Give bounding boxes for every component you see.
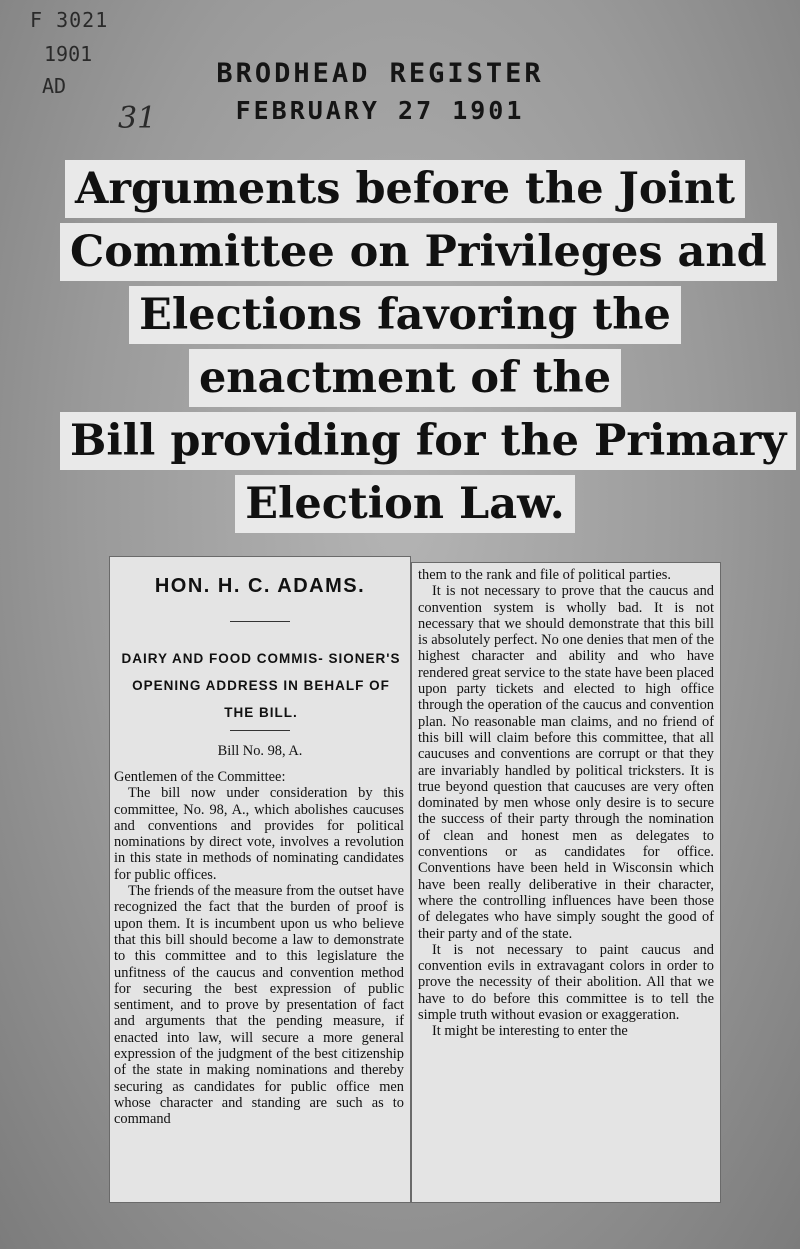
headline-line: Bill providing for the Primary — [60, 412, 796, 470]
divider — [230, 730, 290, 731]
margin-note-catalog: F 3021 — [30, 8, 109, 32]
article-body-left — [114, 769, 404, 1128]
headline-line: enactment of the — [189, 349, 621, 407]
article-byline: HON. H. C. ADAMS. — [154, 575, 366, 597]
bill-number: Bill No. 98, A. — [217, 743, 303, 759]
paragraph: It might be interesting to enter the — [432, 1023, 628, 1040]
newspaper-date: FEBRUARY 27 1901 — [235, 96, 525, 125]
newspaper-name: BRODHEAD REGISTER — [216, 58, 544, 89]
paragraph: them to the rank and file of political parties. — [418, 567, 671, 583]
article-body-right — [418, 567, 714, 1040]
headline — [60, 160, 787, 538]
margin-note-page: 31 — [118, 101, 157, 136]
paragraph: It is not necessary to prove that the caucus and convention system is wholly bad. It is not necessary that we should demonstrate that this bill is absolutely perfect. No one denies that men of the highest character and ability and who have rendered great service to the state have been placed upon party tickets and elected to high office through the operation of the caucus and convention plan. No reasonable man claims, and no friend of this bill will claim before this committee, that all caucuses and conventions are corrupt or that they are invariably handled by political tricksters. It is true beyond question that caucuses are very often dominated by men whose only desire is to secure the success of their party through the nomination of clean and honest men as delegates to conventions or as candidates for office. Conventions have been held in Wisconsin which have been really deliberative in their character, where the controlling influences have been those of delegates who have simply sought the good of their party and of the state. — [418, 583, 714, 942]
margin-note-code: AD — [42, 74, 67, 98]
paragraph: The bill now under consideration by this committee, No. 98, A., which abolishes caucuses and conventions and provides for political nominations by direct vote, involves a revolution in this state in methods of nominating candidates for public offices. — [114, 785, 404, 883]
article-subhead: DAIRY AND FOOD COMMIS- SIONER'S OPENING ADDRESS IN BEHALF OF THE BILL. — [121, 651, 401, 720]
headline-line: Arguments before the Joint — [65, 160, 745, 218]
article-column-left — [110, 557, 410, 1202]
headline-line: Committee on Privileges and — [60, 223, 777, 281]
headline-line: Election Law. — [235, 475, 575, 533]
paragraph: The friends of the measure from the outset have recognized the fact that the burden of proof is upon them. It is incumbent upon us who believe that this bill should become a law to demonstrate to this committee and to this legislature the unfitness of the caucus and convention method for securing the best expression of public sentiment, and to prove by presentation of fact and arguments that the pending measure, if enacted into law, will secure a more general expression of the judgment of the best citizenship of the state in making nominations and thereby securing as candidates for public office men whose character and standing are such as to command — [114, 883, 404, 1128]
divider — [230, 621, 290, 622]
margin-note-year: 1901 — [44, 42, 93, 66]
salutation: Gentlemen of the Committee: — [114, 769, 286, 785]
paragraph: It is not necessary to paint caucus and convention evils in extravagant colors in order to prove the necessity of their abolition. All that we have to do before this committee is to tell the simple truth without evasion or exaggeration. — [418, 941, 714, 1024]
article-column-right — [412, 563, 720, 1202]
headline-line: Elections favoring the — [129, 286, 681, 344]
